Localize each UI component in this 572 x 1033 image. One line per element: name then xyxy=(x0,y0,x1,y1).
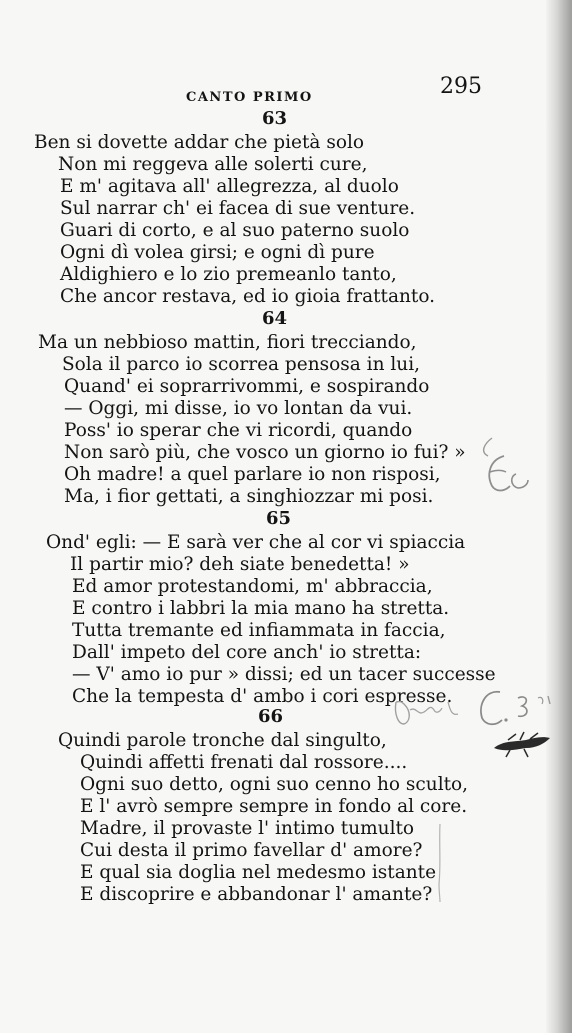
verse-line: E contro i labbri la mia mano ha stretta. xyxy=(72,598,450,619)
verse-line: Il partir mio? deh siate benedetta! » xyxy=(70,554,410,575)
stanza-number: 64 xyxy=(262,308,288,329)
verse-line: — V' amo io pur » dissi; ed un tacer successe xyxy=(72,664,496,685)
verse-line: Ben si dovette addar che pietà solo xyxy=(34,132,365,153)
verse-line: — Oggi, mi disse, io vo lontan da vui. xyxy=(64,398,413,419)
page-number: 295 xyxy=(440,74,482,99)
verse-line: Madre, il provaste l' intimo tumulto xyxy=(80,818,415,839)
verse-line: E l' avrò sempre sempre in fondo al core. xyxy=(80,796,468,817)
verse-line: E m' agitava all' allegrezza, al duolo xyxy=(60,176,399,197)
verse-line: Quand' ei soprarrivommi, e sospirando xyxy=(64,376,430,397)
pencil-marginal-mark xyxy=(470,430,550,510)
verse-line: Ma un nebbioso mattin, fiori trecciando, xyxy=(38,332,417,353)
verse-line: Poss' io sperar che vi ricordi, quando xyxy=(64,420,413,441)
stanza-number: 65 xyxy=(266,508,292,529)
running-head: CANTO PRIMO xyxy=(186,90,313,105)
verse-line: Quindi affetti frenati dal rossore.... xyxy=(80,752,408,773)
verse-line: Che la tempesta d' ambo i cori espresse. xyxy=(72,686,453,707)
verse-line: Oh madre! a quel parlare io non risposi, xyxy=(64,464,441,485)
verse-line: E qual sia doglia nel medesmo istante xyxy=(80,862,437,883)
verse-line: Sul narrar ch' ei facea di sue venture. xyxy=(60,198,416,219)
verse-line: Quindi parole tronche dal singulto, xyxy=(58,730,387,751)
verse-line: Ogni suo detto, ogni suo cenno ho sculto, xyxy=(80,774,469,795)
page-gutter-shadow xyxy=(546,0,572,1033)
stanza-number: 63 xyxy=(262,108,288,129)
verse-line: Ma, i fior gettati, a singhiozzar mi posi. xyxy=(64,486,434,507)
verse-line: Non sarò più, che vosco un giorno io fui? » xyxy=(64,442,466,463)
verse-line: Aldighiero e lo zio premeanlo tanto, xyxy=(60,264,397,285)
verse-line: Dall' impeto del core anch' io stretta: xyxy=(72,642,422,663)
verse-line: Sola il parco io scorrea pensosa in lui, xyxy=(62,354,421,375)
verse-line: Ond' egli: — E sarà ver che al cor vi spiaccia xyxy=(46,532,466,553)
verse-line: Cui desta il primo favellar d' amore? xyxy=(80,840,423,861)
verse-line: Guari di corto, e al suo paterno suolo xyxy=(60,220,410,241)
verse-line: Ed amor protestandomi, m' abbraccia, xyxy=(72,576,433,597)
verse-line: Che ancor restava, ed io gioia frattanto. xyxy=(60,286,436,307)
pencil-margin-line xyxy=(432,820,448,905)
ink-smudge xyxy=(490,730,555,760)
stanza-number: 66 xyxy=(258,706,284,727)
verse-line: Non mi reggeva alle solerti cure, xyxy=(58,154,368,175)
verse-line: Tutta tremante ed infiammata in faccia, xyxy=(72,620,446,641)
verse-line: E discoprire e abbandonar l' amante? xyxy=(80,884,433,905)
verse-line: Ogni dì volea girsi; e ogni dì pure xyxy=(60,242,375,263)
